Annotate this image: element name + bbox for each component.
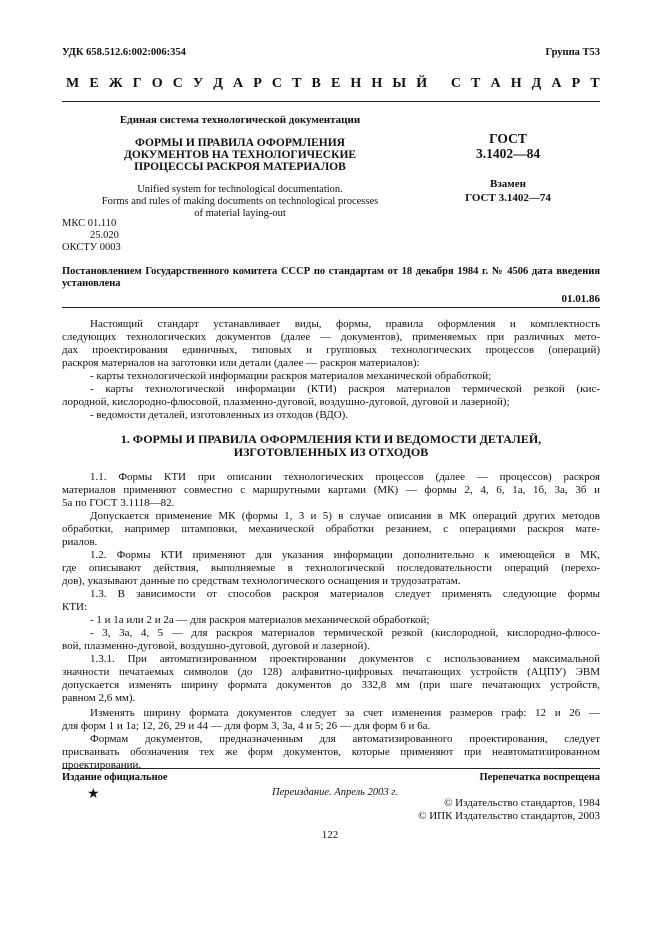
header-divider	[62, 101, 600, 102]
section-1-heading	[62, 433, 600, 459]
mks-code: МКС 01.110	[62, 218, 117, 229]
title-letter: Н	[350, 76, 362, 91]
form-list-line: вой, плазменно-дуговой, воздушно-дуговой, дуговой и лазерной).	[62, 640, 370, 652]
clause-1-1-note-line: Допускается применение МК (формы 1, 3 и 5) в случае описания в МК операций других методов	[90, 510, 600, 522]
effective-date: 01.01.86	[561, 293, 600, 305]
reprint-prohibited: Перепечатка воспрещена	[479, 772, 600, 783]
gost-number	[448, 131, 568, 161]
clause-1-3-1-line: равном 2,6 мм).	[62, 692, 136, 704]
clause-1-3-line: 1.3. В зависимости от способов раскроя материалов следует применять следующие формы	[90, 588, 600, 600]
title-letter: А	[233, 76, 244, 91]
clause-1-3-1-line: 1.3.1. При автоматизированном проектировании документов с использованием максимальной	[90, 653, 600, 665]
title-letter: Т	[590, 76, 600, 91]
title-letter: У	[192, 76, 204, 91]
title-line: ФОРМЫ И ПРАВИЛА ОФОРМЛЕНИЯ	[135, 137, 345, 149]
title-letter: С	[172, 76, 183, 91]
title-letter: А	[490, 76, 501, 91]
title-letter: Т	[471, 76, 481, 91]
format-change-line: Изменять ширину формата документов следует за счет изменения размеров граф: 12 и 26 —	[90, 707, 600, 719]
clause-1-1-line: 1.1. Формы КТИ при описании технологических процессов (далее — процессов) раскроя	[90, 471, 600, 483]
intro-line: дах проектирования единичных, типовых и групповых технологических процессов (операций)	[62, 344, 600, 356]
automated-forms-line: Формам документов, предназначенным для автоматизированного проектирования, следует	[90, 733, 600, 745]
clause-1-1-line: 5а по ГОСТ 3.1118—82.	[62, 497, 175, 509]
decree-text	[62, 266, 600, 290]
title-letter: О	[151, 76, 163, 91]
system-name: Единая система технологической документации	[119, 114, 361, 126]
title-letter: Р	[571, 76, 581, 91]
replaces-label: Взамен	[490, 178, 526, 190]
clause-1-2-line: где описывают действия, выполняемые в технологической последовательности операций (перехо-	[62, 562, 600, 574]
clause-1-3-line: КТИ:	[62, 601, 88, 613]
english-title-line: of material laying-out	[194, 208, 286, 219]
title-letter: Й	[416, 76, 428, 91]
star-icon: ★	[87, 787, 100, 802]
word-gap	[437, 76, 441, 92]
reissue-note: Переиздание. Апрель 2003 г.	[272, 787, 398, 798]
title-letter: С	[271, 76, 283, 91]
title-letter: Д	[213, 76, 223, 91]
replaces-block	[448, 177, 568, 205]
bullet-line: - карты технологической информации (КТИ) раскроя материалов термической резкой (кис-	[90, 383, 600, 395]
title-letter: Н	[510, 76, 522, 91]
clause-1-3-1-line: допускается изменять ширину формата документов до 332,8 мм (при шаге печатающих устройств,	[62, 679, 600, 691]
page-number: 122	[321, 829, 339, 841]
title-letter: Е	[89, 76, 99, 91]
form-list-line: - 3, 3а, 4, 5 — для раскроя материалов термической резкой (кислородной, кислородно-флюсо-	[90, 627, 600, 639]
clause-1-2-line: 1.2. Формы КТИ применяют для указания информации дополнительно к имеющейся в МК,	[90, 549, 600, 561]
copyright-2003: © ИПК Издательство стандартов, 2003	[418, 810, 600, 822]
bullet-line: - ведомости деталей, изготовленных из отходов (ВДО).	[90, 409, 349, 421]
oksty-code: ОКСТУ 0003	[62, 242, 121, 253]
copyright-1984: © Издательство стандартов, 1984	[444, 797, 600, 809]
title-line: ПРОЦЕССЫ РАСКРОЯ МАТЕРИАЛОВ	[134, 161, 346, 173]
standard-type-title	[66, 76, 600, 92]
english-title-line: Forms and rules of making documents on technological processes	[101, 196, 379, 207]
decree-line: Постановлением Государственного комитета СССР по стандартам от 18 декабря 1984 г. № 4506 дата введения	[62, 266, 600, 277]
title-letter: Г	[132, 76, 142, 91]
replaced-standard: ГОСТ 3.1402—74	[465, 192, 551, 204]
clause-1-3-1-line: значности печатаемых символов (до 128) алфавитно-цифровых печатающих устройств (АЦПУ) ЭВМ	[62, 666, 600, 678]
intro-line: раскроя материалов на заготовки или детали (далее — раскроя материалов):	[62, 357, 420, 369]
intro-line: следующих технологических документов (далее — документов), применяемых при различных мето-	[62, 331, 600, 343]
heading-line: 1. ФОРМЫ И ПРАВИЛА ОФОРМЛЕНИЯ КТИ И ВЕДОМОСТИ ДЕТАЛЕЙ,	[120, 432, 542, 446]
footer-divider	[62, 768, 600, 769]
title-letter: Ж	[108, 76, 123, 91]
title-letter: Е	[330, 76, 341, 91]
english-title-line: Unified system for technological documentation.	[137, 184, 343, 195]
format-change-line: для форм 1 и 1а; 12, 26, 29 и 44 — для форм 3, 3а, 4 и 5; 26 — для форм 6 и 6а.	[62, 720, 431, 732]
title-letter: С	[450, 76, 461, 91]
bullet-line: лородной, кислородно-флюсовой, плазменно-дуговой, воздушно-дуговой, дуговой и лазерной);	[62, 396, 510, 408]
decree-line: установлена	[62, 278, 121, 289]
classification-codes	[62, 218, 121, 254]
title-line: ДОКУМЕНТОВ НА ТЕХНОЛОГИЧЕСКИЕ	[123, 149, 357, 161]
decree-divider	[62, 307, 600, 308]
automated-forms-line: присваивать обозначения тех же форм документов, которые применяют при неавтоматизированном	[62, 746, 600, 758]
form-list-line: - 1 и 1а или 2 и 2а — для раскроя материалов механической обработкой;	[90, 614, 430, 626]
clause-1-1-note-line: риалов.	[62, 536, 98, 548]
title-letter: Д	[531, 76, 542, 91]
section-1-body	[62, 471, 600, 772]
document-title	[62, 137, 418, 173]
title-letter: Р	[253, 76, 262, 91]
intro-paragraph	[62, 318, 600, 422]
english-title	[62, 184, 418, 220]
group-code: Группа Т53	[545, 47, 600, 58]
title-letter: Н	[371, 76, 383, 91]
title-letter: Т	[292, 76, 302, 91]
intro-line: Настоящий стандарт устанавливает виды, формы, правила оформления и комплектность	[90, 318, 600, 330]
mks-code: 25.020	[90, 230, 119, 241]
heading-line: ИЗГОТОВЛЕННЫХ ИЗ ОТХОДОВ	[233, 445, 429, 459]
gost-label: ГОСТ	[489, 131, 527, 146]
udk-code: УДК 658.512.6:002:006:354	[62, 47, 186, 58]
bullet-line: - карты технологической информации раскроя материалов механической обработкой;	[90, 370, 492, 382]
clause-1-1-line: материалов применяют совместно с маршрутными картами (МК) — формы 2, 4, 6, 1а, 1б, 3а, 3б и	[62, 484, 600, 496]
official-edition: Издание официальное	[62, 772, 168, 783]
title-letter: Ы	[392, 76, 407, 91]
title-letter: М	[66, 76, 80, 91]
clause-1-2-line: дов), указывают данные по средствам технологического оснащения и трудозатратам.	[62, 575, 461, 587]
title-letter: А	[551, 76, 562, 91]
clause-1-1-note-line: обработки, например штамповки, механической обработки резанием, с операциями раскроя мате-	[62, 523, 600, 535]
title-letter: В	[311, 76, 321, 91]
automated-forms-line: проектировании.	[62, 759, 142, 771]
gost-code: 3.1402—84	[475, 146, 541, 161]
